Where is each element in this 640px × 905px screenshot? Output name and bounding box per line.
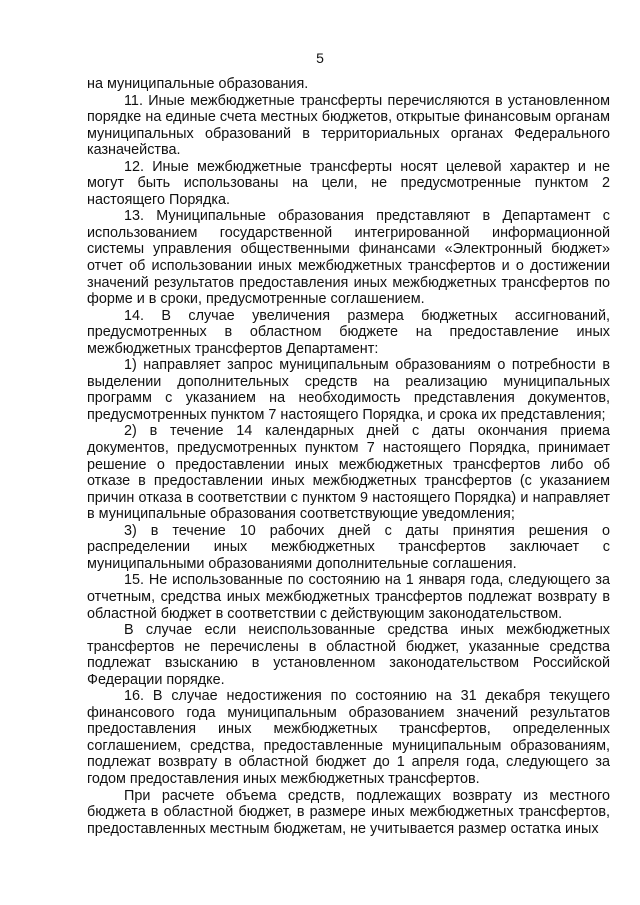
paragraph: В случае если неиспользованные средства иных межбюджетных трансфертов не перечислены в областной бюджет, указанные средства подлежат взысканию в установленном законодательством Российской Федерации порядке. [87, 622, 610, 688]
paragraph: на муниципальные образования. [87, 76, 309, 92]
paragraph: 14. В случае увеличения размера бюджетных ассигнований, предусмотренных в областном бюджете на предоставление иных межбюджетных трансфертов Департамент: [87, 307, 610, 357]
paragraph: 3) в течение 10 рабочих дней с даты принятия решения о распределении иных межбюджетных трансфертов заключает с муниципальными образованиями дополнительные соглашения. [87, 522, 610, 572]
paragraph: 13. Муниципальные образования представляют в Департамент с использованием государственной интегрированной информационной системы управления общественными финансами «Электронный бюджет» отчет об использовании иных межбюджетных трансфертов и о достижении значений результатов предоставления иных межбюджетных трансфертов по форме и в сроки, предусмотренные соглашением. [87, 208, 610, 308]
paragraph: 1) направляет запрос муниципальным образованиям о потребности в выделении дополнительных средств на реализацию муниципальных программ с указанием на необходимость представления документов, предусмотренных пунктом 7 настоящего Порядка, и срока их представления; [87, 357, 610, 423]
paragraph: 15. Не использованные по состоянию на 1 января года, следующего за отчетным, средства иных межбюджетных трансфертов подлежат возврату в областной бюджет в соответствии с действующим законодательством. [87, 572, 610, 622]
paragraph: 2) в течение 14 календарных дней с даты окончания приема документов, предусмотренных пунктом 7 настоящего Порядка, принимает решение о предоставлении иных межбюджетных трансфертов либо об отказе в предоставлении иных межбюджетных трансфертов (с указанием причин отказа в соответствии с пунктом 9 настоящего Порядка) и направляет в муниципальные образования соответствующие уведомления; [87, 423, 610, 523]
paragraph: 16. В случае недостижения по состоянию на 31 декабря текущего финансового года муниципальным образованием значений результатов предоставления иных межбюджетных трансфертов, определенных соглашением, средства, предоставленные муниципальным образованиям, подлежат возврату в областной бюджет до 1 апреля года, следующего за годом предоставления иных межбюджетных трансфертов. [87, 688, 610, 787]
paragraph: 12. Иные межбюджетные трансферты носят целевой характер и не могут быть использованы на цели, не предусмотренные пунктом 2 настоящего Порядка. [87, 158, 610, 208]
document-body [87, 76, 610, 837]
page-number: 5 [316, 50, 324, 66]
paragraph: 11. Иные межбюджетные трансферты перечисляются в установленном порядке на единые счета местных бюджетов, открытые финансовым органам муниципальных образований в территориальных органах Федерального казначейства. [87, 92, 610, 159]
paragraph: При расчете объема средств, подлежащих возврату из местного бюджета в областной бюджет, в размере иных межбюджетных трансфертов, предоставленных местным бюджетам, не учитывается размер остатка иных [87, 787, 610, 837]
